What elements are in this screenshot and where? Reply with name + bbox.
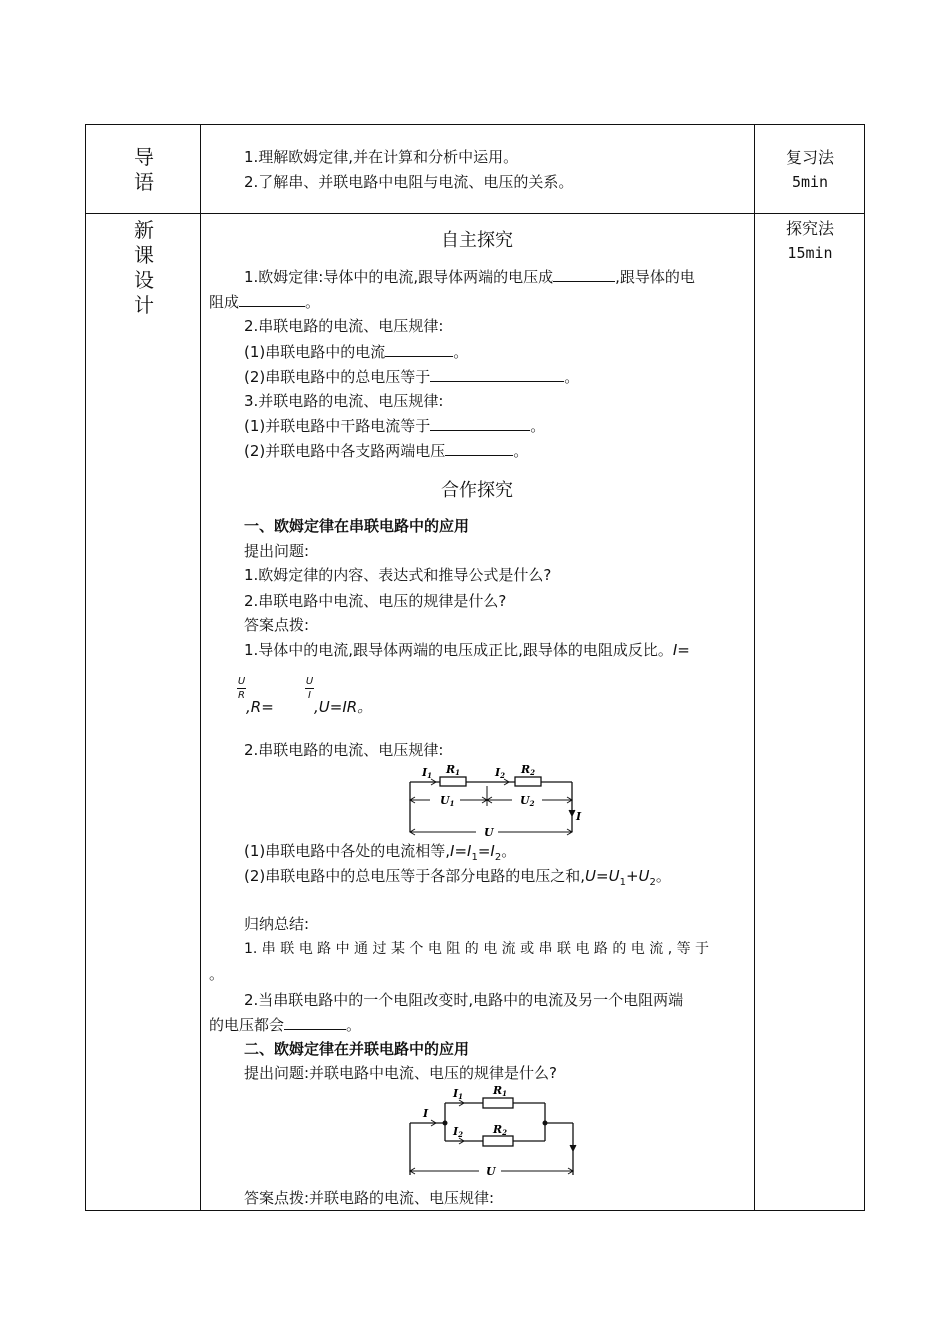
q2-2-blank[interactable] (430, 367, 564, 382)
column-divider-2 (754, 125, 755, 1210)
fraction-u-over-r (237, 676, 246, 701)
series-rule-2-text: (2)串联电路中的总电压等于各部分电路的电压之和, (244, 867, 586, 885)
label-u: U (484, 826, 494, 838)
series-rule-1 (244, 841, 516, 868)
q2-2-text: (2)串联电路中的总电压等于 (244, 368, 431, 386)
row1-line-2: 2.了解串、并联电路中电阻与电流、电压的关系。 (244, 173, 574, 191)
row1-label-char: 语 (134, 170, 154, 194)
q3-2-blank[interactable] (445, 441, 513, 456)
label-i2: I2 (453, 1125, 464, 1139)
junction-dot (443, 1121, 448, 1126)
formula-part: U=U (585, 867, 620, 885)
row2-label-char: 课 (134, 243, 154, 267)
q1-blank-1[interactable] (553, 267, 615, 282)
section2-title: 二、欧姆定律在并联电路中的应用 (244, 1040, 470, 1058)
formula-part: I=I (450, 842, 472, 860)
period: 。 (346, 1016, 362, 1034)
q2-1-text: (1)串联电路中的电流 (244, 343, 386, 361)
formula-r: ,R= (246, 698, 274, 716)
row1-method (755, 145, 865, 195)
answer-label: 答案点拨: (244, 616, 310, 634)
q3-1-blank[interactable] (430, 416, 530, 431)
current-arrow-icon (570, 1145, 576, 1151)
row1-method-name: 复习法 (785, 148, 834, 167)
parallel-circuit-diagram (405, 1083, 585, 1179)
resistor-r2 (483, 1136, 513, 1146)
resistor-r1 (483, 1098, 513, 1108)
summary-2-text: 的电压都会 (209, 1016, 285, 1034)
formula-part: =I (477, 842, 495, 860)
label-u: U (486, 1165, 496, 1178)
ask-2: 2.串联电路中电流、电压的规律是什么? (244, 592, 507, 610)
row2-label-char: 计 (134, 293, 154, 317)
period: 。 (453, 343, 469, 361)
label-r2: R2 (493, 1123, 508, 1137)
label-i1: I1 (453, 1087, 464, 1101)
answer-1 (244, 640, 690, 660)
subscript: 1 (619, 877, 626, 888)
summary-1-end: 。 (209, 965, 225, 983)
summary-2: 2.当串联电路中的一个电阻改变时,电路中的电流及另一个电阻两端 (244, 991, 684, 1009)
subscript: 2 (494, 852, 502, 863)
q1-text-a: 1.欧姆定律:导体中的电流,跟导体两端的电压成 (244, 268, 554, 286)
lesson-table (85, 124, 865, 1211)
fraction-numerator: U (237, 676, 246, 687)
ask-1: 1.欧姆定律的内容、表达式和推导公式是什么? (244, 566, 552, 584)
label-r1: R1 (493, 1084, 508, 1098)
label-u1: U1 (440, 794, 455, 808)
row1-label (124, 145, 164, 195)
label-i: I (576, 810, 582, 823)
q1-blank-2[interactable] (239, 292, 305, 307)
period: 。 (530, 417, 546, 435)
answer-3: 答案点拨:并联电路的电流、电压规律: (244, 1189, 495, 1207)
row-divider (86, 213, 864, 214)
row2-method-name: 探究法 (785, 219, 834, 238)
fraction-bar (237, 688, 246, 689)
label-i1: I1 (422, 766, 433, 780)
summary-2-blank[interactable] (284, 1015, 346, 1030)
q1-text-c: 阻成 (209, 293, 240, 311)
answer-1-text: 1.导体中的电流,跟导体两端的电压成正比,跟导体的电阻成反比。 (244, 641, 673, 659)
subscript: 1 (471, 852, 478, 863)
fraction-numerator: U (305, 676, 314, 687)
self-study-q3-2 (244, 441, 528, 461)
period: 。 (655, 867, 671, 885)
label-r1: R1 (446, 763, 461, 777)
q3-2-text: (2)并联电路中各支路两端电压 (244, 442, 446, 460)
fraction-bar (305, 688, 314, 689)
summary-2-cont (209, 1015, 361, 1035)
subscript: 2 (649, 877, 656, 888)
q1-text-b: ,跟导体的电 (615, 268, 695, 286)
row2-label-char: 设 (134, 268, 154, 292)
formula-u: ,U=IR。 (314, 698, 373, 716)
formula-part: +U (625, 867, 650, 885)
current-arrow-icon (569, 810, 575, 816)
q3-1-text: (1)并联电路中干路电流等于 (244, 417, 431, 435)
section1-title: 一、欧姆定律在串联电路中的应用 (244, 517, 470, 535)
summary-label: 归纳总结: (244, 915, 310, 933)
row2-label (124, 218, 164, 318)
fraction-denominator: R (238, 690, 245, 701)
fraction-u-over-i (305, 676, 314, 701)
self-study-heading: 自主探究 (441, 230, 513, 251)
row2-method (755, 216, 865, 266)
self-study-q1 (244, 267, 695, 287)
ask-3: 提出问题:并联电路中电流、电压的规律是什么? (244, 1064, 558, 1082)
label-r2: R2 (521, 763, 536, 777)
column-divider-1 (200, 125, 201, 1210)
coop-heading: 合作探究 (441, 480, 513, 501)
row1-line-1: 1.理解欧姆定律,并在计算和分析中运用。 (244, 148, 519, 166)
label-i2: I2 (495, 766, 506, 780)
summary-1: 1. 串 联 电 路 中 通 过 某 个 电 阻 的 电 流 或 串 联 电 路 的 电 流 , 等 于 (244, 941, 710, 957)
self-study-q1-cont (209, 292, 320, 312)
ask-label: 提出问题: (244, 542, 310, 560)
row1-time: 5min (791, 173, 829, 191)
fraction-denominator: I (308, 690, 311, 701)
self-study-q2-1 (244, 342, 468, 362)
period: 。 (501, 842, 517, 860)
period: 。 (513, 442, 529, 460)
label-i: I (423, 1107, 429, 1120)
row2-label-char: 新 (134, 218, 154, 242)
self-study-q3-1 (244, 416, 545, 436)
row2-time: 15min (787, 244, 833, 262)
answer-2: 2.串联电路的电流、电压规律: (244, 741, 444, 759)
q1-end: 。 (305, 293, 321, 311)
series-circuit-diagram (400, 760, 590, 838)
junction-dot (543, 1121, 548, 1126)
resistor-r2 (515, 777, 541, 786)
row1-label-char: 导 (134, 145, 154, 169)
ohm-formula-i: I= (672, 641, 690, 659)
period: 。 (564, 368, 580, 386)
self-study-q3: 3.并联电路的电流、电压规律: (244, 392, 444, 410)
resistor-r1 (440, 777, 466, 786)
series-rule-1-text: (1)串联电路中各处的电流相等, (244, 842, 451, 860)
self-study-q2-2 (244, 367, 579, 387)
label-u2: U2 (520, 794, 535, 808)
q2-1-blank[interactable] (385, 342, 453, 357)
series-rule-2 (244, 866, 671, 893)
self-study-q2: 2.串联电路的电流、电压规律: (244, 317, 444, 335)
